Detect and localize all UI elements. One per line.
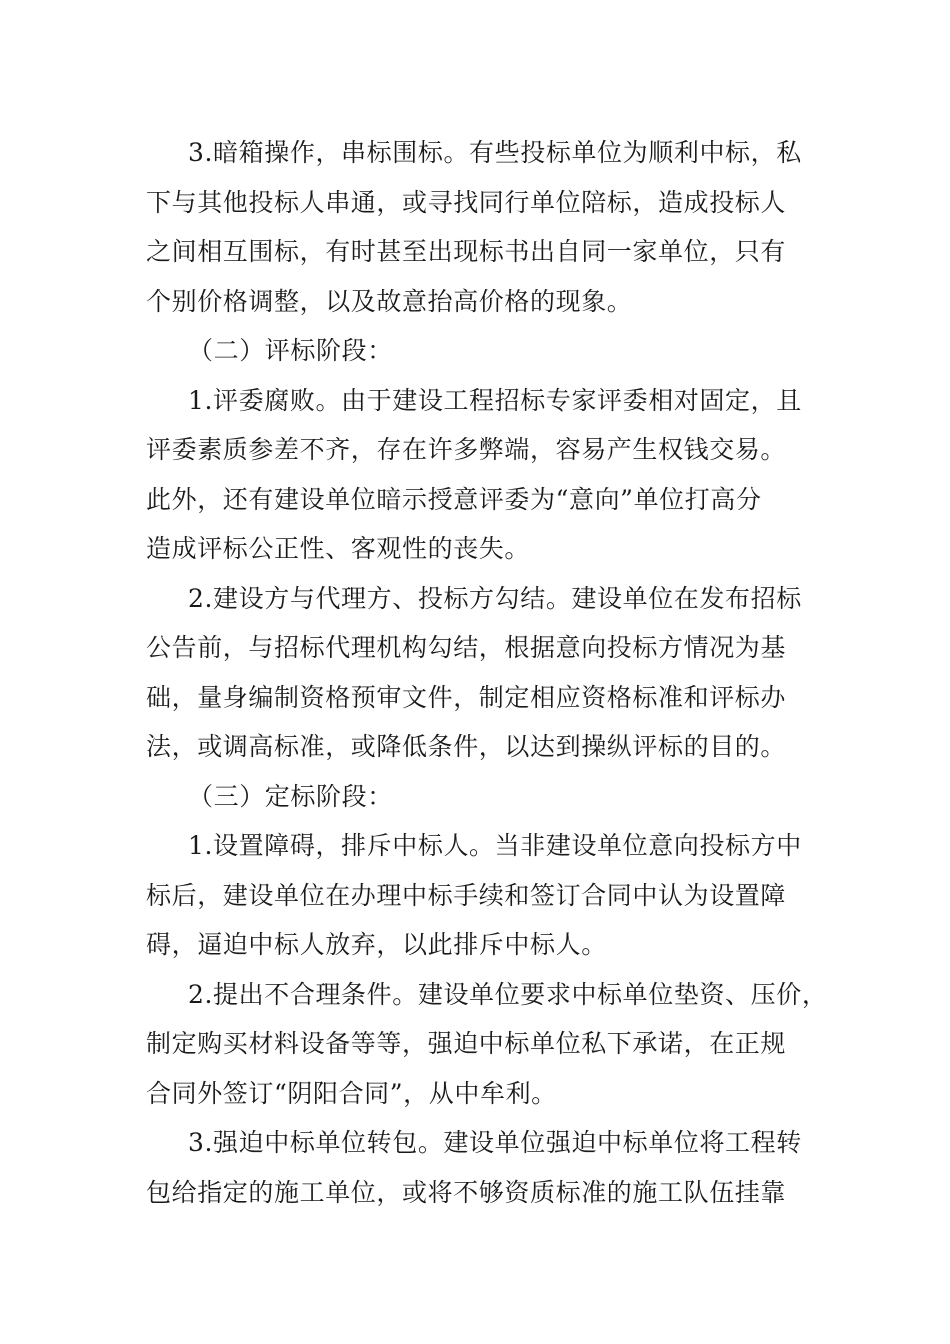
text-line: 制定购买材料设备等等，强迫中标单位私下承诺，在正规 — [146, 1029, 787, 1058]
text-line: 公告前，与招标代理机构勾结，根据意向投标方情况为基 — [146, 633, 787, 662]
text-line: 1.设置障碍，排斥中标人。当非建设单位意向投标方中 — [188, 831, 802, 860]
text-line: 法，或调高标准，或降低条件，以达到操纵评标的目的。 — [146, 732, 787, 761]
text-line: 3.暗箱操作，串标围标。有些投标单位为顺利中标，私 — [188, 138, 802, 167]
text-line: 2.建设方与代理方、投标方勾结。建设单位在发布招标 — [188, 583, 802, 613]
text-line: 之间相互围标，有时甚至出现标书出自同一家单位，只有 — [146, 237, 787, 266]
text-line: 造成评标公正性、客观性的丧失。 — [146, 534, 531, 563]
text-line: 2.提出不合理条件。建设单位要求中标单位垫资、压价， — [188, 979, 828, 1009]
text-line: 下与其他投标人串通，或寻找同行单位陪标，造成投标人 — [146, 187, 787, 217]
text-line: 评委素质参差不齐，存在许多弊端，容易产生权钱交易。 — [146, 435, 787, 464]
text-line: 3.强迫中标单位转包。建设单位强迫中标单位将工程转 — [188, 1128, 802, 1157]
text-line: 此外，还有建设单位暗示授意评委为“意向”单位打高分 — [146, 484, 762, 514]
text-line: 合同外签订“阴阳合同”，从中牟利。 — [146, 1078, 557, 1108]
document-body — [146, 128, 826, 1217]
text-line: 碍，逼迫中标人放弃，以此排斥中标人。 — [146, 930, 607, 959]
text-line: 础，量身编制资格预审文件，制定相应资格标准和评标办 — [146, 682, 787, 712]
text-line: 个别价格调整，以及故意抬高价格的现象。 — [146, 286, 633, 316]
text-line: 包给指定的施工单位，或将不够资质标准的施工队伍挂靠 — [146, 1177, 787, 1207]
text-line: （三）定标阶段： — [188, 781, 393, 811]
text-line: 标后，建设单位在办理中标手续和签订合同中认为设置障 — [146, 880, 787, 910]
text-line: 1.评委腐败。由于建设工程招标专家评委相对固定，且 — [188, 385, 802, 415]
text-line: （二）评标阶段： — [188, 336, 393, 365]
